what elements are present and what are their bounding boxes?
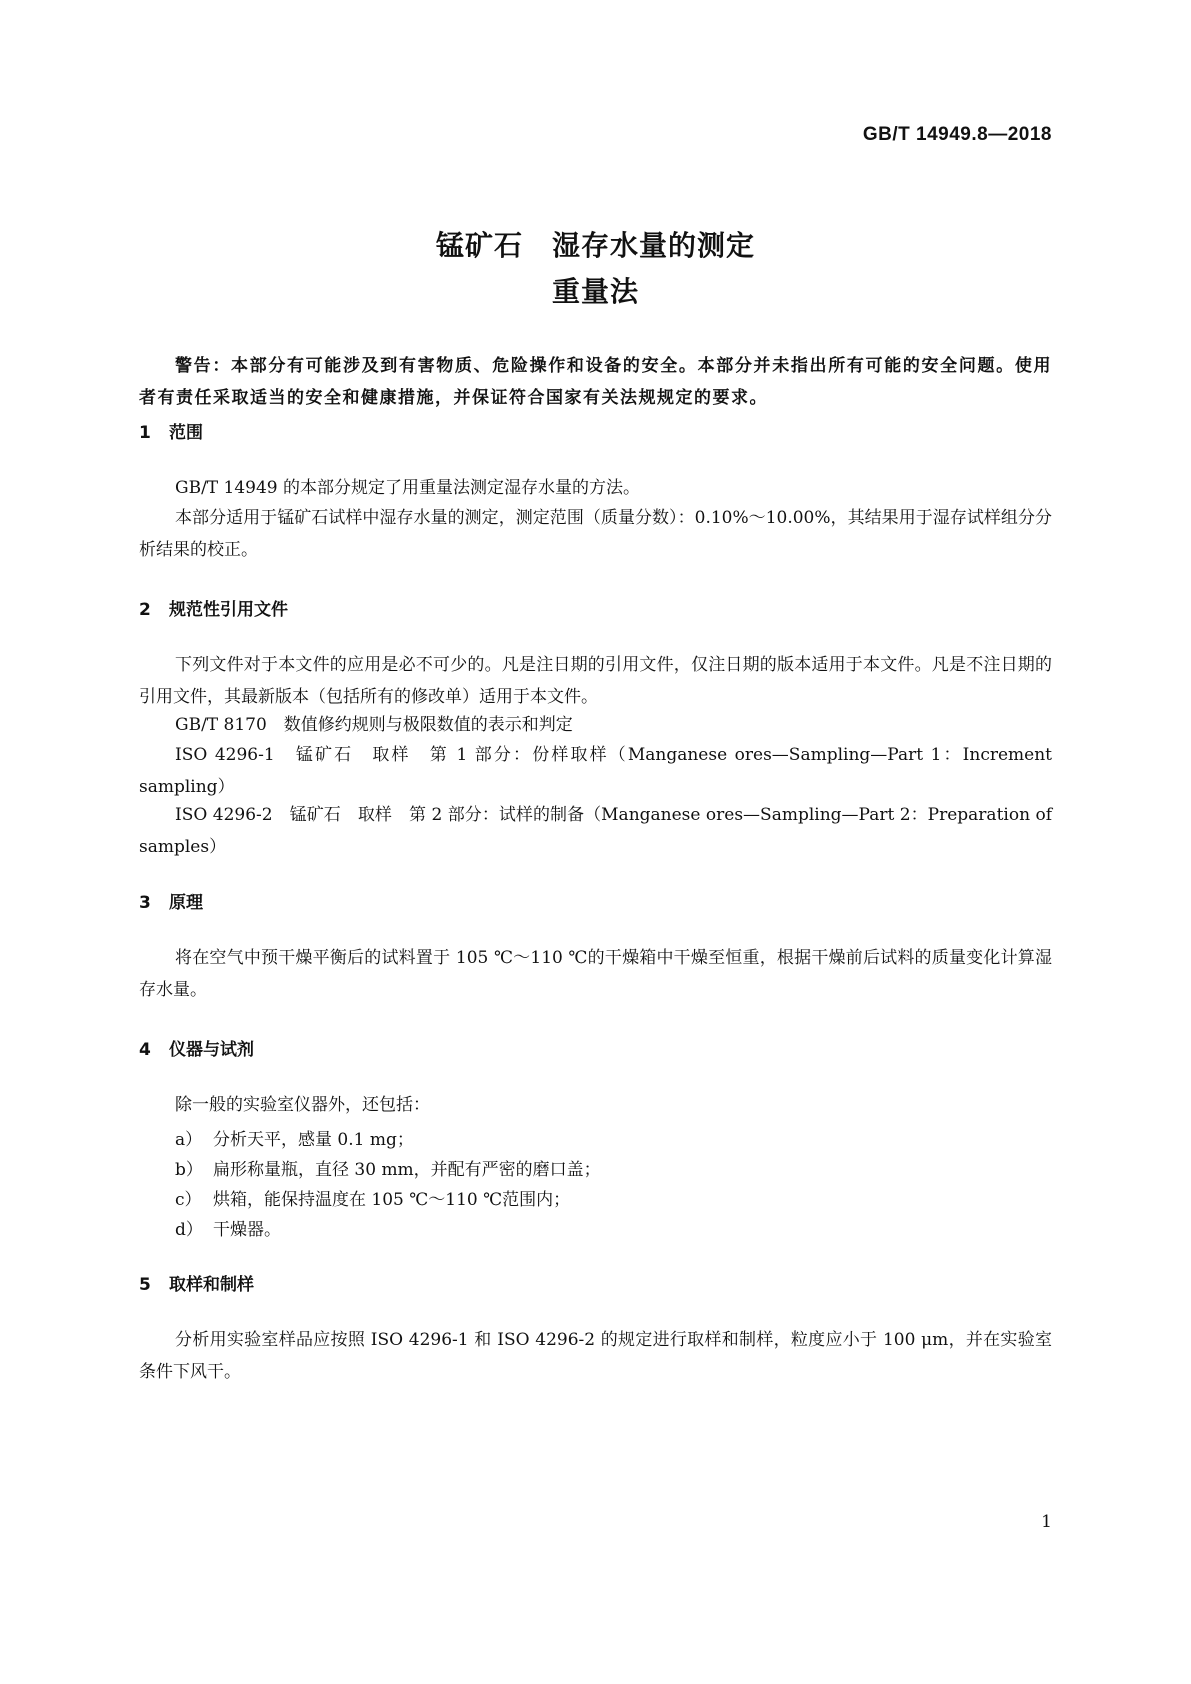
list-item-text: 干燥器。 bbox=[213, 1220, 281, 1240]
section-title: 取样和制样 bbox=[169, 1275, 254, 1295]
section-number: 1 bbox=[139, 423, 151, 443]
section-3-heading bbox=[139, 888, 203, 913]
list-item-text: 分析天平，感量 0.1 mg； bbox=[213, 1130, 414, 1150]
section-number: 4 bbox=[139, 1040, 151, 1060]
scope-paragraph-1: GB/T 14949 的本部分规定了用重量法测定湿存水量的方法。 bbox=[175, 478, 641, 498]
section-4-heading bbox=[139, 1035, 254, 1060]
section-title: 原理 bbox=[169, 893, 203, 913]
section-title: 范围 bbox=[169, 423, 203, 443]
document-subtitle: 重量法 bbox=[551, 275, 639, 308]
page-number: 1 bbox=[1041, 1512, 1052, 1532]
references-intro: 下列文件对于本文件的应用是必不可少的。凡是注日期的引用文件，仅注日期的版本适用于本文件。凡是不注日期的引用文件，其最新版本（包括所有的修改单）适用于本文件。 bbox=[139, 655, 1052, 707]
section-5-heading bbox=[139, 1270, 254, 1295]
section-title: 规范性引用文件 bbox=[169, 600, 288, 620]
safety-warning: 警告：本部分有可能涉及到有害物质、危险操作和设备的安全。本部分并未指出所有可能的安全问题。使用者有责任采取适当的安全和健康措施，并保证符合国家有关法规规定的要求。 bbox=[139, 356, 1052, 408]
list-item-text: 扁形称量瓶，直径 30 mm，并配有严密的磨口盖； bbox=[213, 1160, 601, 1180]
list-item bbox=[175, 1215, 281, 1240]
section-number: 3 bbox=[139, 893, 151, 913]
reference-item: GB/T 8170 数值修约规则与极限数值的表示和判定 bbox=[175, 715, 573, 735]
list-item bbox=[175, 1185, 570, 1210]
section-1-heading bbox=[139, 418, 203, 443]
list-item-label: b） bbox=[175, 1160, 203, 1180]
list-item-text: 烘箱，能保持温度在 105 ℃～110 ℃范围内； bbox=[213, 1190, 571, 1210]
section-2-heading bbox=[139, 595, 288, 620]
list-item bbox=[175, 1155, 601, 1180]
standard-number: GB/T 14949.8—2018 bbox=[862, 124, 1052, 145]
list-item-label: a） bbox=[175, 1130, 203, 1150]
list-item-label: c） bbox=[175, 1190, 202, 1210]
document-title: 锰矿石 湿存水量的测定 bbox=[435, 229, 755, 262]
reference-item: ISO 4296-1 锰矿石 取样 第 1 部分：份样取样（Manganese ores—Sampling—Part 1：Increment sampling） bbox=[139, 745, 1052, 797]
list-item bbox=[175, 1125, 414, 1150]
section-number: 2 bbox=[139, 600, 151, 620]
section-number: 5 bbox=[139, 1275, 151, 1295]
reference-item: ISO 4296-2 锰矿石 取样 第 2 部分：试样的制备（Manganese ores—Sampling—Part 2：Preparation of samples） bbox=[139, 805, 1052, 857]
section-title: 仪器与试剂 bbox=[169, 1040, 254, 1060]
principle-paragraph: 将在空气中预干燥平衡后的试料置于 105 ℃～110 ℃的干燥箱中干燥至恒重，根据干燥前后试料的质量变化计算湿存水量。 bbox=[139, 948, 1052, 1000]
list-item-label: d） bbox=[175, 1220, 203, 1240]
scope-paragraph-2: 本部分适用于锰矿石试样中湿存水量的测定，测定范围（质量分数）：0.10%～10.00%，其结果用于湿存试样组分分析结果的校正。 bbox=[139, 508, 1052, 560]
sampling-paragraph: 分析用实验室样品应按照 ISO 4296-1 和 ISO 4296-2 的规定进行取样和制样，粒度应小于 100 μm，并在实验室条件下风干。 bbox=[139, 1330, 1052, 1382]
apparatus-intro: 除一般的实验室仪器外，还包括： bbox=[175, 1095, 430, 1115]
